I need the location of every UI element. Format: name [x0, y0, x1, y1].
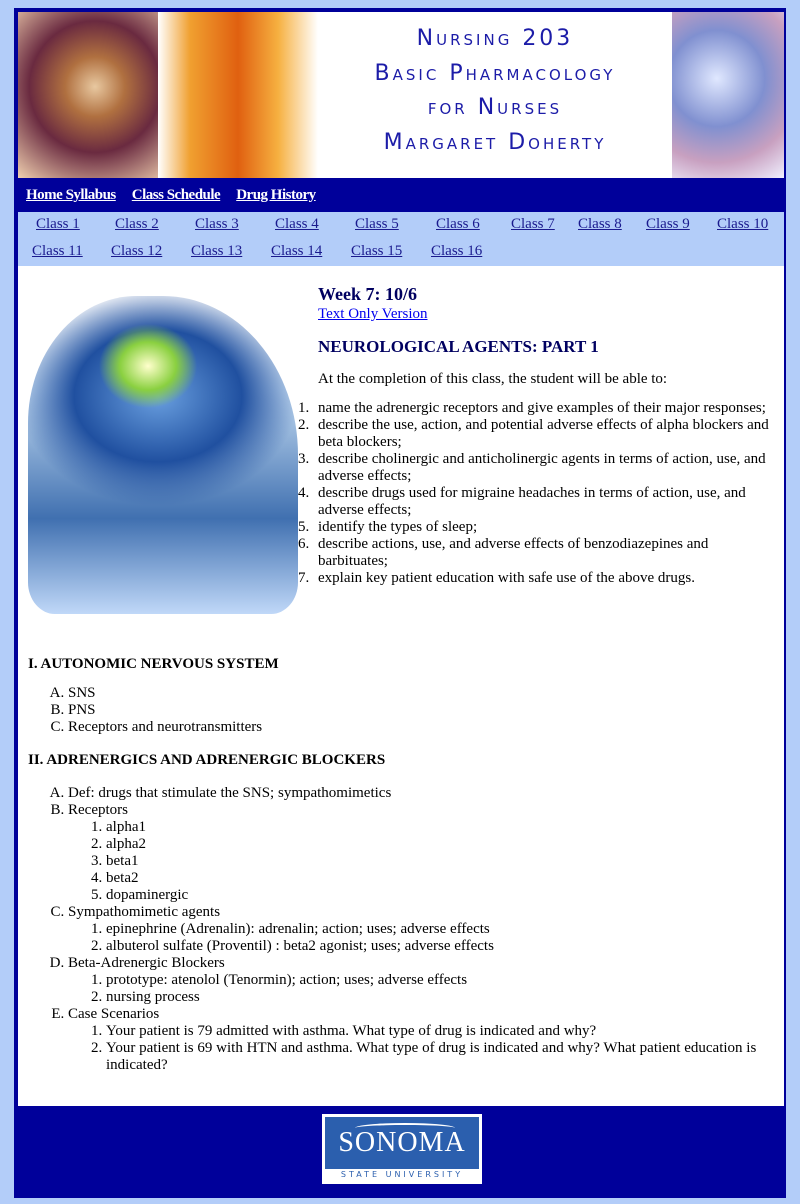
class-link-10[interactable]: Class 10	[717, 216, 769, 232]
course-title	[318, 22, 672, 160]
list-item	[68, 785, 768, 802]
list-item	[68, 802, 768, 904]
class-nav	[18, 212, 784, 266]
nav-drug-history[interactable]: Drug History	[236, 187, 316, 203]
sublist-item: 3. beta1	[106, 853, 768, 870]
class-link-8[interactable]: Class 8	[578, 216, 622, 232]
class-link-3[interactable]: Class 3	[195, 216, 239, 232]
section-heading: II. ADRENERGICS AND ADRENERGIC BLOCKERS	[28, 752, 386, 768]
top-nav	[18, 180, 784, 212]
objective-text: describe actions, use, and adverse effects of benzodiazepines and barbituates;	[318, 536, 709, 569]
objective-item	[298, 451, 778, 485]
main-content	[18, 266, 784, 1106]
objective-item	[298, 417, 778, 451]
objective-item	[298, 570, 778, 587]
list-item: A. SNS	[68, 685, 768, 702]
header-banner	[18, 12, 784, 178]
sublist-item: 1. alpha1	[106, 819, 768, 836]
sublist	[68, 819, 768, 904]
objective-number: 2.	[298, 417, 310, 433]
nav-home-syllabus[interactable]: Home Syllabus	[26, 187, 116, 203]
text-only-link[interactable]: Text Only Version	[318, 306, 428, 322]
sublist-item: 2. albuterol sulfate (Proventil) : beta2 agonist; uses; adverse effects	[106, 938, 768, 955]
objective-number: 5.	[298, 519, 310, 535]
item-text: Beta-Adrenergic Blockers	[68, 955, 225, 971]
list-item	[68, 904, 768, 955]
list-item: C. Receptors and neurotransmitters	[68, 719, 768, 736]
section-heading: I. AUTONOMIC NERVOUS SYSTEM	[28, 656, 279, 672]
section1-list	[28, 685, 768, 736]
class-link-12[interactable]: Class 12	[111, 243, 163, 259]
objective-text: explain key patient education with safe use of the above drugs.	[318, 570, 695, 586]
topic-heading: NEUROLOGICAL AGENTS: PART 1	[318, 337, 599, 356]
objective-text: describe the use, action, and potential adverse effects of alpha blockers and beta blockers;	[318, 417, 769, 450]
class-link-14[interactable]: Class 14	[271, 243, 323, 259]
sublist-item: 5. dopaminergic	[106, 887, 768, 904]
title-line: Nursing 203	[416, 26, 574, 51]
pill-bottles-image	[158, 12, 318, 178]
class-link-11[interactable]: Class 11	[32, 243, 83, 259]
logo-name: SONOMA	[338, 1127, 466, 1158]
sublist-item: 2. Your patient is 69 with HTN and asthma. What type of drug is indicated and why? What patient education is indicated?	[106, 1040, 768, 1074]
objective-number: 3.	[298, 451, 310, 467]
class-link-16[interactable]: Class 16	[431, 243, 483, 259]
class-link-15[interactable]: Class 15	[351, 243, 403, 259]
sublist-item: 2. nursing process	[106, 989, 768, 1006]
list-item: B. PNS	[68, 702, 768, 719]
class-link-13[interactable]: Class 13	[191, 243, 243, 259]
title-line: Margaret Doherty	[383, 129, 607, 155]
objective-text: describe drugs used for migraine headaches in terms of action, use, and adverse effects;	[318, 485, 746, 518]
class-link-7[interactable]: Class 7	[511, 216, 555, 232]
logo-wave	[355, 1123, 455, 1133]
item-text: Case Scenarios	[68, 1006, 160, 1022]
objective-item	[298, 536, 778, 570]
title-line: for Nurses	[427, 95, 563, 120]
class-link-4[interactable]: Class 4	[275, 216, 319, 232]
footer	[18, 1106, 784, 1198]
objective-item	[298, 485, 778, 519]
section2-list	[28, 785, 768, 1074]
item-text: Def: drugs that stimulate the SNS; sympathomimetics	[68, 785, 392, 801]
objective-item	[298, 400, 778, 417]
title-line: Basic Pharmacology	[374, 60, 616, 86]
sonoma-state-logo[interactable]	[322, 1114, 482, 1184]
objective-number: 7.	[298, 570, 310, 586]
intro-text: At the completion of this class, the student will be able to:	[318, 371, 668, 387]
week-heading: Week 7: 10/6	[318, 284, 417, 304]
objective-text: identify the types of sleep;	[318, 519, 478, 535]
objectives-list	[298, 400, 778, 587]
item-text: Sympathomimetic agents	[68, 904, 221, 920]
list-item	[68, 1006, 768, 1074]
brain-illustration	[28, 296, 298, 614]
pills-image	[672, 12, 784, 178]
sublist	[68, 1023, 768, 1074]
class-link-1[interactable]: Class 1	[36, 216, 80, 232]
objective-text: name the adrenergic receptors and give examples of their major responses;	[318, 400, 766, 416]
class-link-5[interactable]: Class 5	[355, 216, 399, 232]
sublist-item: 1. prototype: atenolol (Tenormin); action; uses; adverse effects	[106, 972, 768, 989]
sublist-item: 2. alpha2	[106, 836, 768, 853]
class-link-9[interactable]: Class 9	[646, 216, 690, 232]
page-frame	[14, 8, 786, 1198]
item-text: Receptors	[68, 802, 128, 818]
sublist	[68, 972, 768, 1006]
objective-item	[298, 519, 778, 536]
objective-text: describe cholinergic and anticholinergic agents in terms of action, use, and adverse effects;	[318, 451, 766, 484]
sublist-item: 1. Your patient is 79 admitted with asthma. What type of drug is indicated and why?	[106, 1023, 768, 1040]
sublist-item: 1. epinephrine (Adrenalin): adrenalin; action; uses; adverse effects	[106, 921, 768, 938]
class-link-2[interactable]: Class 2	[115, 216, 159, 232]
objective-number: 6.	[298, 536, 310, 552]
sublist-item: 4. beta2	[106, 870, 768, 887]
stethoscope-image	[18, 12, 158, 178]
objective-number: 4.	[298, 485, 310, 501]
nav-class-schedule[interactable]: Class Schedule	[131, 187, 221, 203]
list-item	[68, 955, 768, 1006]
objective-number: 1.	[298, 400, 310, 416]
class-link-6[interactable]: Class 6	[436, 216, 480, 232]
sublist	[68, 921, 768, 955]
logo-subtitle: STATE UNIVERSITY	[325, 1169, 479, 1181]
